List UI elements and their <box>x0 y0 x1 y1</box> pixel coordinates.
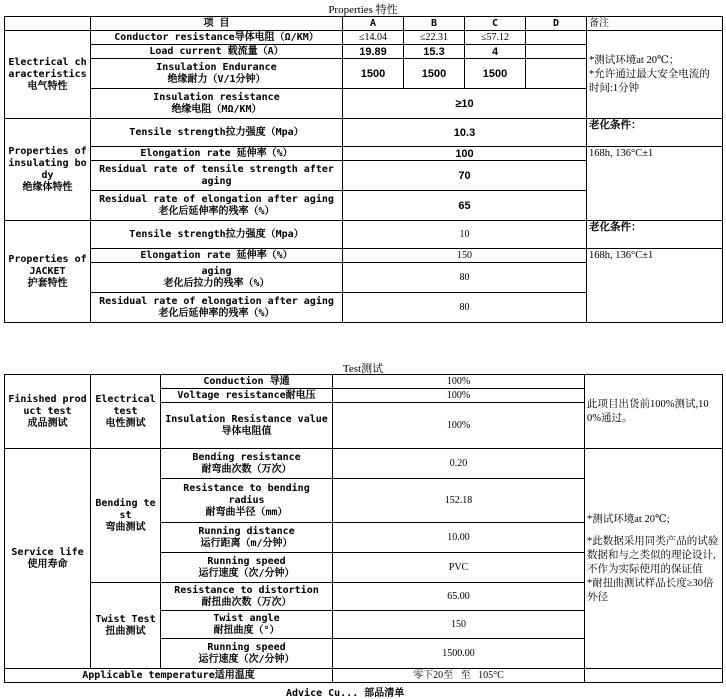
note-line: *此数据采用同类产品的试验数据和与之类似的理论设计,不作为实际使用的保证值 <box>587 535 719 575</box>
insulating-note-title <box>587 119 723 147</box>
table-row <box>5 221 723 249</box>
col-remark: 备注 <box>587 17 723 31</box>
note-line: *测试环境at 20℃； <box>589 54 680 66</box>
row-label: aging 老化后拉力的残率（%） <box>91 263 343 293</box>
cell-value: 10.3 <box>343 119 587 147</box>
cell-value: 152.18 <box>333 479 585 523</box>
row-label: Voltage resistance耐电压 <box>161 389 333 403</box>
cell-value: 10.00 <box>333 523 585 553</box>
row-label: Residual rate of elongation after aging 老化后延伸率的残率（%） <box>91 293 343 323</box>
temperature-label: Applicable temperature适用温度 <box>5 669 333 683</box>
note-line: *耐扭曲测试样品长度≥30倍外径 <box>587 577 714 603</box>
test-table <box>4 374 723 683</box>
table-row <box>5 31 723 45</box>
group-electrical: Electrical characteristics电气特性 <box>5 31 91 119</box>
row-label: Running speed 运行速度（次/分钟） <box>161 639 333 669</box>
table-row <box>5 147 723 161</box>
cell-value: 1500 <box>404 59 465 89</box>
cell-value: 70 <box>343 161 587 191</box>
cell-value: 150 <box>343 249 587 263</box>
row-label: Insulation Endurance 绝缘耐力（V/1分钟） <box>91 59 343 89</box>
finished-note: 此项目出货前100%测试,100%通过。 <box>585 375 723 449</box>
temperature-value: 零下20至 至 105°C <box>333 669 585 683</box>
group-finished: Finished product test 成品测试 <box>5 375 91 449</box>
table-row <box>5 119 723 147</box>
cell-value: ≥10 <box>343 89 587 119</box>
cell-value: 65.00 <box>333 583 585 611</box>
row-label: Tensile strength拉力强度（Mpa） <box>91 119 343 147</box>
group-insulating: Properties of insulating body 绝缘体特性 <box>5 119 91 221</box>
cell-value: 19.89 <box>343 45 404 59</box>
cell-value: ≤57.12 <box>465 31 526 45</box>
row-label: Twist angle 耐扭曲度（°） <box>161 611 333 639</box>
header-row <box>5 17 723 31</box>
cell-value: 65 <box>343 191 587 221</box>
cell-value: 100% <box>333 375 585 389</box>
col-d: D <box>526 17 587 31</box>
row-label: Residual rate of elongation after aging 老化后延伸率的残率（%） <box>91 191 343 221</box>
row-label: Running speed 运行速度（次/分钟） <box>161 553 333 583</box>
cell-value: 80 <box>343 293 587 323</box>
electrical-note <box>587 31 723 119</box>
row-label: Resistance to bending radius 耐弯曲半径（mm） <box>161 479 333 523</box>
row-label: Load current 载流量（A） <box>91 45 343 59</box>
note-title: 老化条件： <box>589 120 642 131</box>
note-title: 老化条件： <box>589 222 642 233</box>
row-label: Running distance 运行距离（m/分钟） <box>161 523 333 553</box>
note-line: *允许通过最大安全电流的时间:1分钟 <box>589 68 710 94</box>
sub-twist-test: Twist Test 扭曲测试 <box>91 583 161 669</box>
row-label: Conduction 导通 <box>161 375 333 389</box>
cell-value: 100% <box>333 389 585 403</box>
jacket-note: 168h, 136°C±1 <box>587 249 723 323</box>
row-label: Conductor resistance导体电阻（Ω/KM） <box>91 31 343 45</box>
row-label: Insulation resistance 绝缘电阻（MΩ/KM） <box>91 89 343 119</box>
jacket-note-title <box>587 221 723 249</box>
table-row <box>5 449 723 479</box>
sub-bending-test: Bending test 弯曲测试 <box>91 449 161 583</box>
row-label: Residual rate of tensile strength after aging <box>91 161 343 191</box>
col-item: 项 目 <box>91 17 343 31</box>
cell-value: 1500 <box>343 59 404 89</box>
properties-caption: Properties 特性 <box>328 4 398 16</box>
cell-value: 80 <box>343 263 587 293</box>
cell-value: 100% <box>333 403 585 449</box>
cell-value: 1500.00 <box>333 639 585 669</box>
group-jacket: Properties of JACKET 护套特性 <box>5 221 91 323</box>
table-row <box>5 249 723 263</box>
cell-value: ≤22.31 <box>404 31 465 45</box>
test-caption: Test测试 <box>342 363 384 375</box>
cell-value: PVC <box>333 553 585 583</box>
footer-partial: Advice Cu... 部品清单 <box>286 688 405 699</box>
col-b: B <box>404 17 465 31</box>
row-label: Insulation Resistance value 导体电阻值 <box>161 403 333 449</box>
cell-value: 150 <box>333 611 585 639</box>
cell-value: 10 <box>343 221 587 249</box>
row-label: Elongation rate 延伸率（%） <box>91 147 343 161</box>
cell-value: ≤14.04 <box>343 31 404 45</box>
insulating-note: 168h, 136°C±1 <box>587 147 723 221</box>
note-line: *测试环境at 20℃; <box>587 513 670 525</box>
row-label: Elongation rate 延伸率（%） <box>91 249 343 263</box>
table-row <box>5 375 723 389</box>
cell-value: 1500 <box>465 59 526 89</box>
col-a: A <box>343 17 404 31</box>
row-label: Tensile strength拉力强度（Mpa） <box>91 221 343 249</box>
group-service-life: Service life 使用寿命 <box>5 449 91 669</box>
cell-value: 4 <box>465 45 526 59</box>
row-label: Bending resistance 耐弯曲次数（万次） <box>161 449 333 479</box>
cell-value: 15.3 <box>404 45 465 59</box>
cell-value: 0.20 <box>333 449 585 479</box>
cell-value: 100 <box>343 147 587 161</box>
sub-electrical-test: Electrical test 电性测试 <box>91 375 161 449</box>
col-c: C <box>465 17 526 31</box>
row-label: Resistance to distortion 耐扭曲次数（万次） <box>161 583 333 611</box>
table-row <box>5 669 723 683</box>
service-note <box>585 449 723 669</box>
properties-table <box>4 16 723 323</box>
